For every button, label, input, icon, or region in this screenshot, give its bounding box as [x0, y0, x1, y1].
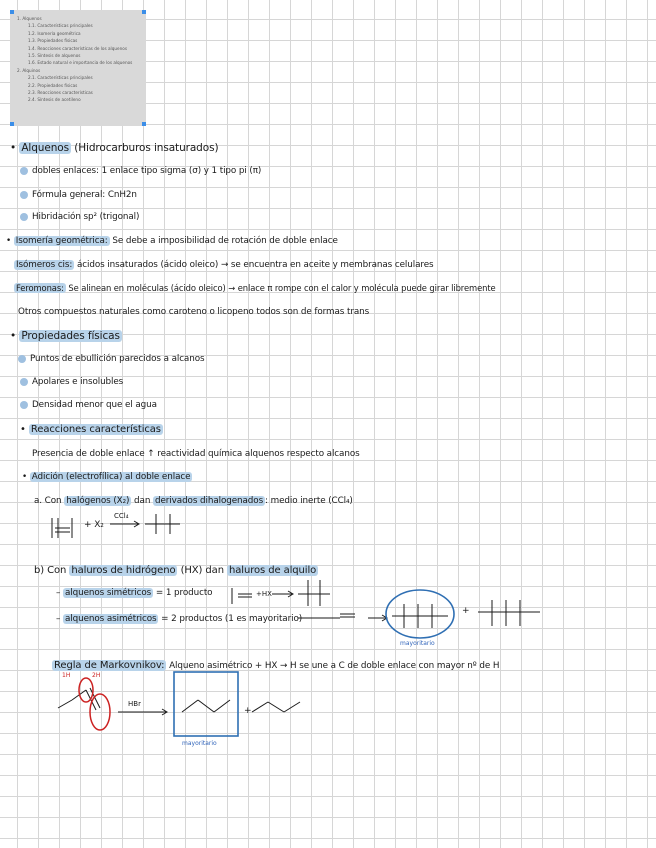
toc-item[interactable]: 2.3. Reacciones características	[28, 90, 93, 96]
toc-item[interactable]: 2. Alquinos	[17, 67, 41, 73]
note-line: Hibridación sp² (trigonal)	[20, 212, 139, 222]
major-product-structure	[386, 590, 454, 638]
toc-item[interactable]: 1.1. Características principales	[28, 23, 93, 29]
reaction-arrow	[368, 615, 387, 621]
toc-item[interactable]: 1.2. Isomería geométrica	[28, 30, 81, 36]
note-line: Otros compuestos naturales como caroteno o licopeno todos son de formas trans	[18, 307, 370, 317]
toc-item[interactable]: 1. Alquenos	[17, 16, 42, 21]
reagent-label: HBr	[128, 700, 141, 708]
plus-sign: +	[462, 606, 470, 616]
toc-item[interactable]: 1.6. Estado natural e importancia de los alquenos	[28, 60, 133, 66]
alkene-structure	[232, 588, 252, 604]
alkene-structure	[52, 518, 72, 538]
markovnikov-minor-product	[252, 702, 300, 712]
toc-item[interactable]: 1.3. Propiedades físicas	[28, 38, 78, 44]
note-line: – alquenos simétricos = 1 producto	[56, 588, 213, 598]
toc-item[interactable]: 2.4. Síntesis de acetileno	[28, 97, 81, 103]
reaction-arrow	[272, 591, 293, 597]
note-line: b) Con haluros de hidrógeno (HX) dan haluros de alquilo	[34, 565, 317, 576]
note-line: Isómeros cis: ácidos insaturados (ácido oleico) → se encuentra en aceite y membranas celulares	[16, 260, 434, 270]
reaction-arrow	[110, 521, 139, 527]
toc-item[interactable]: 1.5. Síntesis de alquenos	[28, 53, 81, 59]
note-line: Fórmula general: CnH2n	[20, 190, 137, 200]
note-line: Apolares e insolubles	[20, 377, 123, 387]
mayoritario-label: mayoritario	[182, 740, 217, 747]
toc-item[interactable]: 1.4. Reacciones características de los alquenos	[28, 45, 128, 51]
note-line: Regla de Markovnikov: Alqueno asimétrico + HX → H se une a C de doble enlace con mayor nº de H	[54, 660, 500, 671]
mayoritario-label: mayoritario	[400, 640, 435, 647]
dihalide-structure	[145, 514, 180, 534]
hydrogen-count-label: 2H	[92, 672, 101, 679]
hydrogen-count-label: 1H	[62, 672, 71, 679]
note-line: Feromonas: Se alinean en moléculas (ácido oleico) → enlace π rompe con el calor y molécula puede girar libremente	[16, 283, 496, 293]
note-line: Densidad menor que el agua	[20, 400, 157, 410]
note-line: Presencia de doble enlace ↑ reactividad química alquenos respecto alcanos	[32, 449, 360, 459]
markovnikov-alkene	[58, 678, 110, 730]
note-line: • Isomería geométrica: Se debe a imposibilidad de rotación de doble enlace	[6, 236, 338, 246]
section-title-alquenos: • Alquenos (Hidrocarburos insaturados)	[10, 142, 219, 154]
reaction-arrow	[118, 709, 167, 715]
note-line: dobles enlaces: 1 enlace tipo sigma (σ) y 1 tipo pi (π)	[20, 166, 261, 176]
toc-item[interactable]: 2.1. Características principales	[28, 75, 93, 81]
note-line: a. Con halógenos (X₂) dan derivados dihalogenados : medio inerte (CCl₄)	[34, 496, 353, 506]
section-title-propiedades: • Propiedades físicas	[10, 330, 120, 342]
reagent-label: +HX	[256, 590, 272, 598]
minor-product-structure	[478, 600, 540, 626]
plus-sign: +	[244, 706, 252, 716]
product-structure	[298, 580, 330, 606]
markovnikov-major-product	[174, 672, 238, 736]
reagent-label: + X₂	[84, 520, 104, 530]
section-title-reacciones: • Reacciones características	[20, 424, 161, 435]
note-line: – alquenos asimétricos = 2 productos (1 es mayoritario)	[56, 614, 303, 624]
reagent-label: CCl₄	[114, 512, 129, 520]
toc-item[interactable]: 2.2. Propiedades físicas	[28, 82, 78, 88]
alkene-structure	[298, 614, 355, 618]
note-line: Puntos de ebullición parecidos a alcanos	[18, 354, 204, 364]
note-line: • Adición (electrofílica) al doble enlace	[22, 472, 191, 482]
